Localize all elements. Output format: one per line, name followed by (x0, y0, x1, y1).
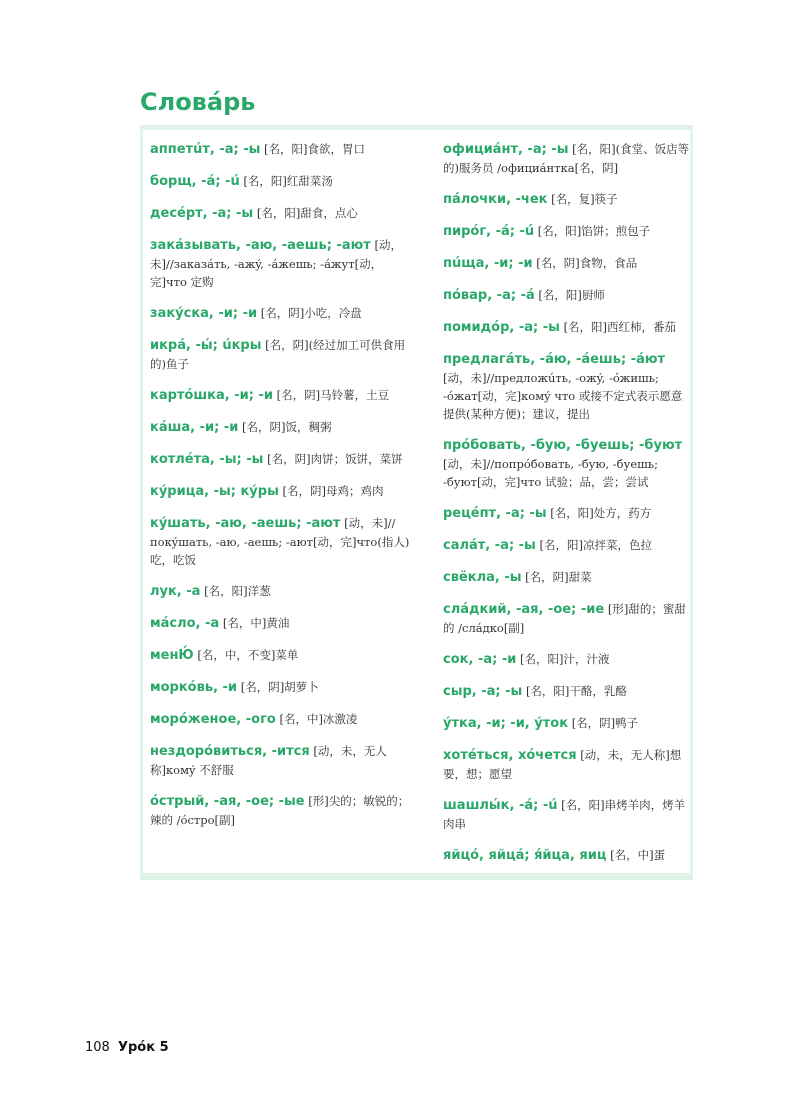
entry-translation: [形]甜的；蜜甜的 /слáдко[副] (443, 602, 686, 635)
vocabulary-entry (443, 650, 693, 669)
vocabulary-entry (150, 172, 412, 191)
entry-translation: [名，复]筷子 (551, 192, 618, 206)
vocabulary-entry (443, 536, 693, 555)
vocabulary-entry (150, 304, 412, 323)
entry-translation: [名，阳]串烤羊肉，烤羊肉串 (443, 798, 686, 831)
vocabulary-entry (443, 714, 693, 733)
entry-translation: [名，中，不变]菜单 (197, 648, 299, 662)
entry-headword: аппетúт, -а; -ы (150, 142, 261, 157)
entry-headword: кáша, -и; -и (150, 420, 239, 435)
entry-translation: [名，阴]马铃薯，土豆 (276, 388, 390, 402)
vocabulary-entry (150, 204, 412, 223)
entry-headword: шашлы́к, -á; -ú (443, 798, 558, 813)
entry-translation: [动，未]//попрóбовать, -бую, -буешь; -буют[动，完]что 试验；品，尝；尝试 (443, 457, 658, 489)
vocabulary-entry (443, 796, 693, 833)
entry-translation: [名，阴](经过加工可供食用的)鱼子 (150, 338, 406, 371)
entry-headword: картóшка, -и; -и (150, 388, 273, 403)
entry-translation: [名，阴]食物，食品 (536, 256, 638, 270)
entry-translation: [名，阴]小吃，冷盘 (260, 306, 362, 320)
vocabulary-entry (150, 710, 412, 729)
entry-headword: кýшать, -аю, -аешь; -ают (150, 516, 341, 531)
vocabulary-entry (150, 450, 412, 469)
entry-headword: óстрый, -ая, -ое; -ые (150, 794, 305, 809)
vocabulary-entry (443, 286, 693, 305)
entry-headword: салáт, -а; -ы (443, 538, 536, 553)
entry-translation: [名，阳]食欲，胃口 (264, 142, 366, 156)
entry-headword: морко́вь, -и (150, 680, 238, 695)
entry-headword: официáнт, -а; -ы (443, 142, 569, 157)
entry-headword: нездорóвиться, -ится (150, 744, 310, 759)
vocabulary-entry (150, 646, 412, 665)
vocabulary-entry (150, 140, 412, 159)
page-footer (85, 1040, 169, 1055)
vocabulary-entry (150, 336, 412, 373)
entry-headword: яйцó, яйцá; я́йца, яиц (443, 848, 607, 863)
entry-headword: кýрица, -ы; кýры (150, 484, 279, 499)
vocabulary-entry (443, 436, 693, 491)
entry-translation: [名，中]冰激凌 (279, 712, 358, 726)
vocabulary-column-right (443, 140, 693, 878)
entry-translation: [动，未]//покýшать, -аю, -аешь; -ают[动，完]что(指人)吃，吃饭 (150, 516, 410, 567)
entry-translation: [名，中]黄油 (222, 616, 290, 630)
vocabulary-entry (150, 582, 412, 601)
entry-translation: [名，阳](食堂、饭店等的)服务员 /официáнтка[名，阴] (443, 142, 690, 175)
vocabulary-entry (150, 386, 412, 405)
entry-headword: менЮ́ (150, 648, 194, 663)
entry-translation: [名，阴]肉饼；饭饼，菜饼 (267, 452, 403, 466)
entry-translation: [名，阴]胡萝卜 (240, 680, 319, 694)
entry-headword: пирóг, -á; -ú (443, 224, 535, 239)
vocabulary-entry (443, 568, 693, 587)
entry-translation: [名，阳]洋葱 (204, 584, 271, 598)
vocabulary-entry (443, 682, 693, 701)
entry-headword: пóвар, -а; -á (443, 288, 535, 303)
vocabulary-entry (150, 236, 412, 291)
entry-headword: борщ, -á; -ú (150, 174, 240, 189)
vocabulary-entry (150, 418, 412, 437)
entry-headword: свёкла, -ы (443, 570, 522, 585)
entry-headword: ýтка, -и; -и, ýток (443, 716, 569, 731)
entry-headword: десéрт, -а; -ы (150, 206, 254, 221)
entry-headword: сыр, -а; -ы (443, 684, 523, 699)
entry-headword: закáзывать, -аю, -аешь; -ают (150, 238, 371, 253)
entry-translation: [名，阴]饭，稠粥 (242, 420, 332, 434)
vocabulary-entry (443, 140, 693, 177)
vocabulary-entry (150, 742, 412, 779)
entry-headword: пáлочки, -чек (443, 192, 548, 207)
vocabulary-entry (443, 846, 693, 865)
vocabulary-entry (443, 222, 693, 241)
entry-headword: котлéта, -ы; -ы (150, 452, 264, 467)
entry-translation: [动，未]//предложúть, -ожý, -óжишь; -óжат[动，完]комý что 或接不定式表示愿意提供(某种方便)；建议，提出 (443, 371, 683, 421)
entry-headword: хотéться, хóчется (443, 748, 577, 763)
entry-translation: [名，阳]汁，汁液 (519, 652, 610, 666)
entry-translation: [形]尖的；敏锐的；辣的 /óстро[副] (150, 794, 410, 827)
entry-translation: [动，未，无人称]комý 不舒服 (150, 744, 387, 777)
entry-translation: [名，阳]干酪，乳酪 (525, 684, 627, 698)
entry-headword: морóженое, -ого (150, 712, 276, 727)
entry-headword: сок, -а; -и (443, 652, 517, 667)
entry-translation: [名，阳]甜食，点心 (256, 206, 358, 220)
vocabulary-entry (150, 482, 412, 501)
vocabulary-entry (443, 318, 693, 337)
entry-headword: пúща, -и; -и (443, 256, 533, 271)
entry-headword: прóбовать, -бую, -буешь; -буют (443, 438, 683, 453)
vocabulary-title: Словáрь (140, 88, 256, 116)
vocabulary-entry (150, 614, 412, 633)
entry-headword: рецéпт, -а; -ы (443, 506, 547, 521)
entry-headword: закýска, -и; -и (150, 306, 258, 321)
vocabulary-entry (443, 350, 693, 423)
page-number: 108 (85, 1040, 110, 1055)
entry-headword: помидóр, -а; -ы (443, 320, 560, 335)
entry-translation: [动，未]//заказáть, -ажý, -áжешь; -áжут[动，完]что 定购 (150, 238, 402, 289)
vocabulary-entry (443, 190, 693, 209)
entry-headword: предлагáть, -áю, -áешь; -áют (443, 352, 666, 367)
vocabulary-entry (443, 746, 693, 783)
entry-translation: [名，阳]馅饼；煎包子 (537, 224, 651, 238)
lesson-label: Урóк 5 (117, 1040, 169, 1055)
vocabulary-column-left (150, 140, 412, 842)
entry-translation: [名，阴]鸭子 (571, 716, 639, 730)
vocabulary-entry (443, 504, 693, 523)
entry-translation: [动，未，无人称]想要，想；愿望 (443, 748, 682, 781)
entry-translation: [名，阳]凉拌菜，色拉 (539, 538, 652, 552)
entry-translation: [名，阳]西红柿，番茄 (563, 320, 677, 334)
entry-translation: [名，中]蛋 (610, 848, 666, 862)
entry-translation: [名，阴]母鸡；鸡肉 (282, 484, 384, 498)
vocabulary-entry (150, 514, 412, 569)
vocabulary-entry (150, 678, 412, 697)
entry-translation: [名，阳]处方，药方 (550, 506, 652, 520)
vocabulary-entry (443, 600, 693, 637)
entry-headword: мáсло, -а (150, 616, 220, 631)
vocabulary-entry (443, 254, 693, 273)
entry-translation: [名，阴]甜菜 (525, 570, 592, 584)
entry-headword: лук, -а (150, 584, 201, 599)
entry-translation: [名，阳]厨师 (538, 288, 605, 302)
entry-headword: слáдкий, -ая, -ое; -ие (443, 602, 605, 617)
entry-headword: икрá, -ы́; úкры (150, 338, 262, 353)
entry-translation: [名，阳]红甜菜汤 (243, 174, 333, 188)
vocabulary-entry (150, 792, 412, 829)
